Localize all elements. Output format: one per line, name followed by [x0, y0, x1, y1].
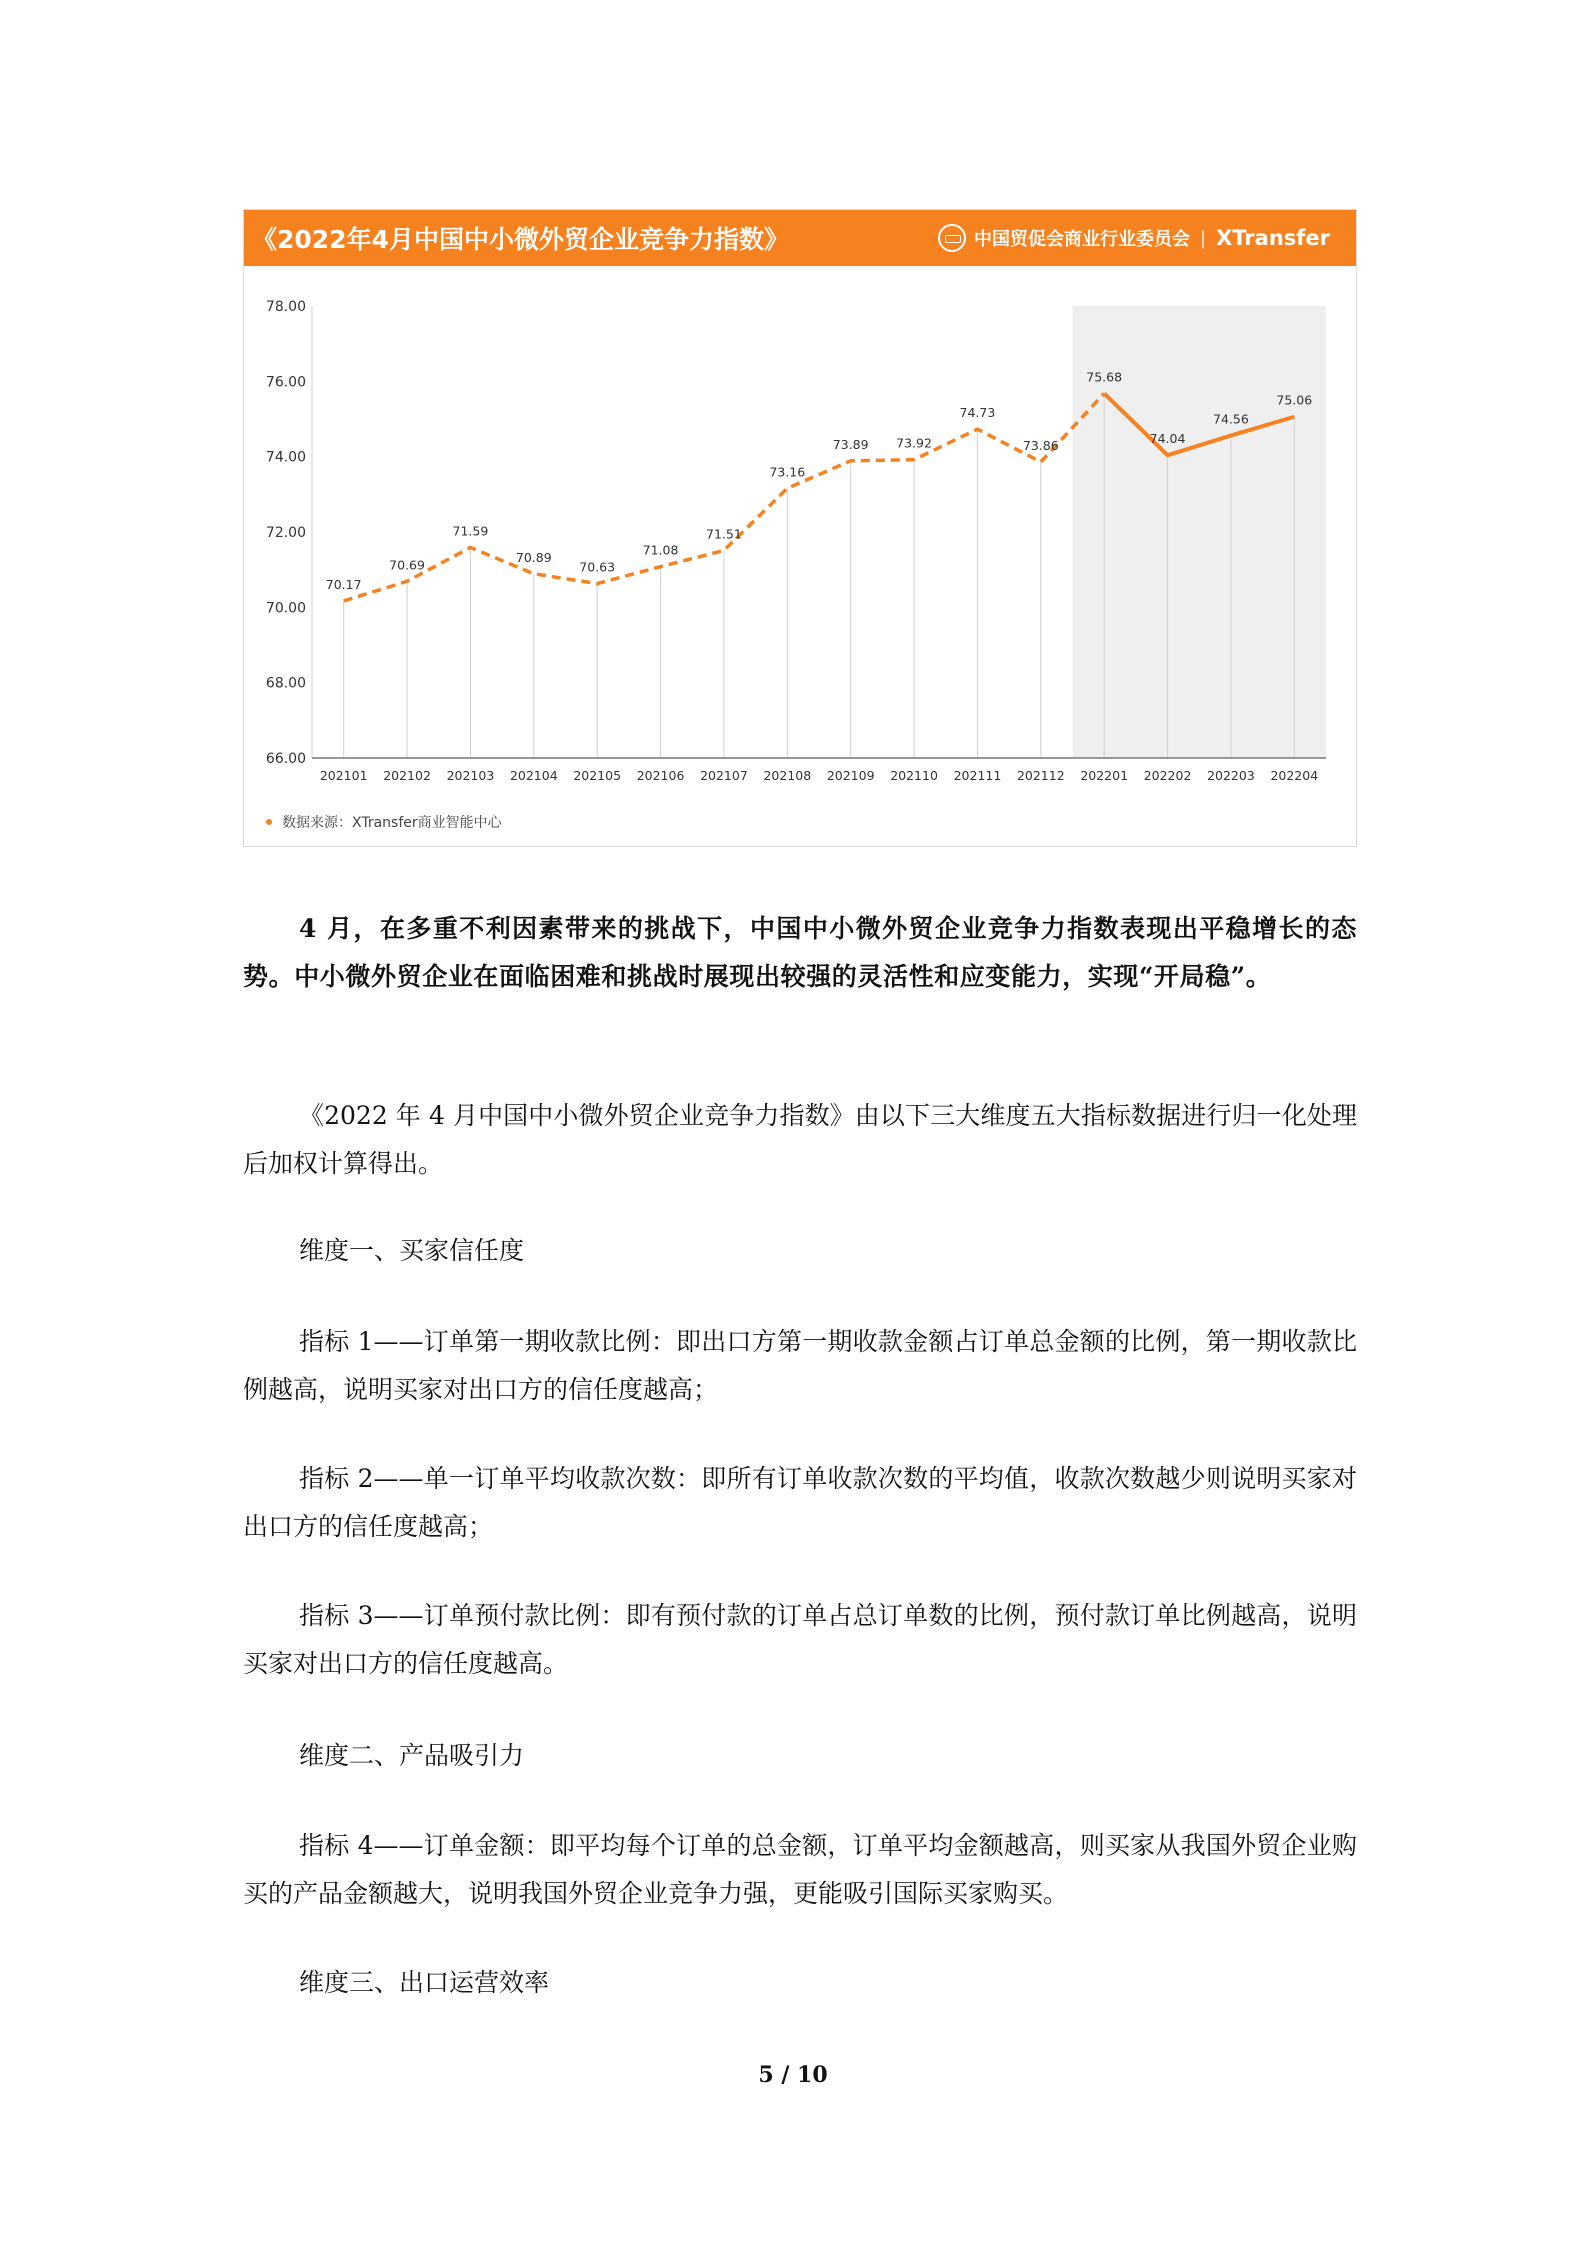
data-label: 75.68 [1086, 369, 1123, 385]
indicator-2-paragraph: 指标 2——单一订单平均收款次数：即所有订单收款次数的平均值，收款次数越少则说明买家对出口方的信任度越高； [243, 1464, 1357, 1541]
brand-ccpit-text: 中国贸促会商业行业委员会 [974, 229, 1190, 250]
brand-separator: | [1200, 227, 1207, 249]
x-tick-label: 202108 [763, 768, 812, 783]
x-tick-label: 202103 [446, 768, 495, 783]
data-label: 73.16 [769, 464, 806, 480]
y-tick-label: 70.00 [265, 600, 306, 617]
data-label: 70.69 [389, 557, 425, 573]
data-label: 74.56 [1213, 411, 1249, 427]
indicator-3-paragraph: 指标 3——订单预付款比例：即有预付款的订单占总订单数的比例，预付款订单比例越高，说明买家对出口方的信任度越高。 [243, 1601, 1357, 1678]
x-tick-label: 202202 [1143, 768, 1192, 783]
data-label: 74.73 [959, 405, 996, 421]
source-bullet-icon [266, 819, 272, 825]
x-tick-label: 202106 [636, 768, 685, 783]
data-label: 71.51 [706, 526, 742, 542]
x-tick-label: 202203 [1207, 768, 1255, 783]
data-label: 73.89 [832, 436, 869, 452]
x-tick-label: 202201 [1080, 768, 1129, 783]
y-tick-label: 66.00 [265, 751, 306, 767]
dimension-2-heading: 维度二、产品吸引力 [299, 1741, 525, 1770]
x-tick-label: 202109 [826, 768, 875, 783]
y-tick-label: 68.00 [265, 675, 306, 692]
dimension-3-heading: 维度三、出口运营效率 [299, 1968, 550, 1997]
intro-paragraph: 《2022 年 4 月中国中小微外贸企业竞争力指数》由以下三大维度五大指标数据进行归一化处理后加权计算得出。 [243, 1101, 1357, 1178]
y-tick-label: 72.00 [265, 525, 306, 541]
source-label: 数据来源：XTransfer商业智能中心 [282, 815, 502, 831]
x-tick-label: 202101 [319, 768, 368, 783]
chart-title: 《2022年4月中国中小微外贸企业竞争力指数》 [252, 225, 789, 254]
data-label: 71.08 [642, 542, 679, 558]
data-label: 74.04 [1149, 431, 1186, 447]
x-tick-label: 202105 [573, 768, 622, 783]
chart-source [266, 812, 502, 832]
x-tick-label: 202104 [509, 768, 558, 783]
page-number: 5 / 10 [758, 2062, 828, 2088]
indicator-4-paragraph: 指标 4——订单金额：即平均每个订单的总金额，订单平均金额越高，则买家从我国外贸企业购买的产品金额越大，说明我国外贸企业竞争力强，更能吸引国际买家购买。 [243, 1831, 1357, 1908]
data-label: 70.89 [515, 549, 552, 565]
brand-xtransfer-text: XTransfer [1216, 226, 1330, 250]
x-tick-label: 202111 [953, 768, 1002, 783]
x-tick-label: 202107 [700, 768, 748, 783]
data-label: 75.06 [1276, 392, 1313, 408]
data-label: 70.63 [579, 559, 616, 575]
data-label: 73.92 [896, 435, 932, 451]
y-tick-label: 78.00 [265, 299, 306, 315]
line-chart-svg [244, 210, 1356, 846]
x-tick-label: 202102 [383, 768, 431, 783]
x-tick-label: 202110 [890, 768, 938, 783]
data-label: 70.17 [325, 576, 362, 592]
lead-paragraph: 4 月，在多重不利因素带来的挑战下，中国中小微外贸企业竞争力指数表现出平稳增长的态势。中小微外贸企业在面临困难和挑战时展现出较强的灵活性和应变能力，实现“开局稳”。 [243, 914, 1357, 991]
x-tick-label: 202112 [1016, 768, 1065, 783]
indicator-1-paragraph: 指标 1——订单第一期收款比例：即出口方第一期收款金额占订单总金额的比例，第一期收款比例越高，说明买家对出口方的信任度越高； [243, 1327, 1357, 1404]
dimension-1-heading: 维度一、买家信任度 [299, 1236, 525, 1265]
y-tick-label: 76.00 [265, 374, 306, 391]
index-chart [243, 209, 1357, 847]
x-tick-label: 202204 [1270, 768, 1319, 783]
data-label: 71.59 [452, 523, 489, 539]
y-tick-label: 74.00 [265, 449, 306, 466]
data-label: 73.86 [1022, 437, 1059, 453]
